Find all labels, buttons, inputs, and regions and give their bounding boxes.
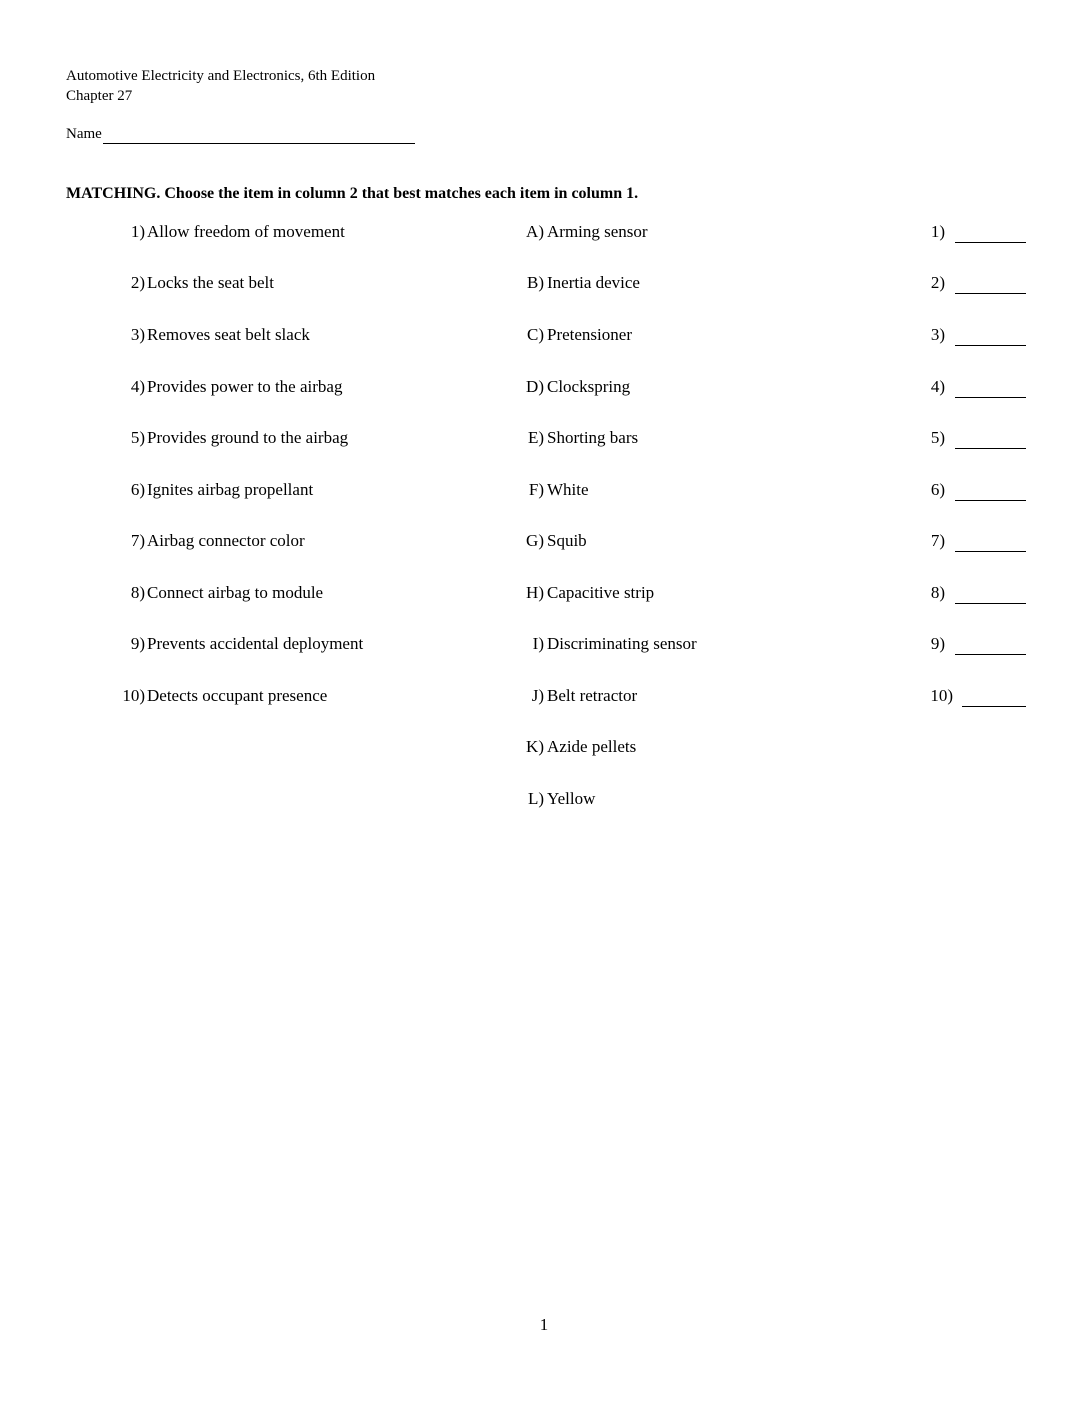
term-text: Detects occupant presence xyxy=(147,686,328,705)
answer-blank[interactable] xyxy=(955,603,1026,604)
page-number: 1 xyxy=(539,1315,549,1334)
answer-blank[interactable] xyxy=(955,242,1026,243)
term-number: 5) xyxy=(130,428,145,447)
term-number: 9) xyxy=(130,634,145,653)
option-letter: B) xyxy=(527,273,544,292)
instructions: MATCHING. Choose the item in column 2 that best matches each item in column 1. xyxy=(66,185,639,202)
answer-number: 4) xyxy=(930,377,945,396)
option-letter: J) xyxy=(531,686,544,705)
matching-row xyxy=(0,273,1088,297)
term-text: Provides ground to the airbag xyxy=(147,428,349,447)
term-text: Locks the seat belt xyxy=(147,273,274,292)
option-letter: H) xyxy=(526,583,544,602)
answer-blank[interactable] xyxy=(955,551,1026,552)
term-number: 10) xyxy=(122,686,145,705)
option-text: Shorting bars xyxy=(547,428,639,447)
name-field-line[interactable] xyxy=(103,125,415,144)
answer-blank[interactable] xyxy=(955,397,1026,398)
term-number: 8) xyxy=(130,583,145,602)
answer-blank[interactable] xyxy=(955,654,1026,655)
answer-number: 2) xyxy=(930,273,945,292)
matching-row xyxy=(0,428,1088,452)
answer-number: 3) xyxy=(930,325,945,344)
option-letter: D) xyxy=(526,377,544,396)
answer-blank[interactable] xyxy=(955,500,1026,501)
option-text: Pretensioner xyxy=(547,325,632,344)
matching-row xyxy=(0,583,1088,607)
matching-row xyxy=(0,686,1088,710)
option-text: Clockspring xyxy=(547,377,631,396)
matching-row xyxy=(0,325,1088,349)
term-number: 6) xyxy=(130,480,145,499)
book-title: Automotive Electricity and Electronics, 6th Edition xyxy=(66,68,376,84)
matching-row xyxy=(0,222,1088,246)
option-text: Inertia device xyxy=(547,273,640,292)
option-letter: F) xyxy=(528,480,544,499)
option-letter: K) xyxy=(526,737,544,756)
option-text: Azide pellets xyxy=(547,737,637,756)
matching-row xyxy=(0,737,1088,761)
option-text: Capacitive strip xyxy=(547,583,655,602)
answer-number: 10) xyxy=(930,686,953,705)
answer-number: 8) xyxy=(930,583,945,602)
matching-row xyxy=(0,789,1088,813)
matching-row xyxy=(0,480,1088,504)
option-letter: L) xyxy=(527,789,544,808)
option-text: Discriminating sensor xyxy=(547,634,697,653)
term-number: 3) xyxy=(130,325,145,344)
matching-row xyxy=(0,377,1088,401)
answer-number: 7) xyxy=(930,531,945,550)
term-number: 7) xyxy=(130,531,145,550)
term-text: Connect airbag to module xyxy=(147,583,324,602)
term-text: Prevents accidental deployment xyxy=(147,634,364,653)
option-letter: C) xyxy=(527,325,544,344)
name-row xyxy=(66,124,415,144)
option-letter: E) xyxy=(527,428,544,447)
option-text: Belt retractor xyxy=(547,686,638,705)
term-number: 1) xyxy=(130,222,145,241)
term-text: Ignites airbag propellant xyxy=(147,480,314,499)
term-text: Airbag connector color xyxy=(147,531,305,550)
answer-blank[interactable] xyxy=(955,345,1026,346)
answer-blank[interactable] xyxy=(955,293,1026,294)
answer-number: 6) xyxy=(930,480,945,499)
answer-number: 5) xyxy=(930,428,945,447)
option-text: Yellow xyxy=(547,789,596,808)
term-text: Provides power to the airbag xyxy=(147,377,343,396)
term-text: Allow freedom of movement xyxy=(147,222,345,241)
term-text: Removes seat belt slack xyxy=(147,325,310,344)
term-number: 2) xyxy=(130,273,145,292)
option-letter: A) xyxy=(526,222,544,241)
answer-blank[interactable] xyxy=(962,706,1026,707)
option-text: White xyxy=(547,480,589,499)
matching-row xyxy=(0,634,1088,658)
answer-blank[interactable] xyxy=(955,448,1026,449)
option-text: Arming sensor xyxy=(547,222,648,241)
chapter-label: Chapter 27 xyxy=(66,88,133,104)
answer-number: 1) xyxy=(930,222,945,241)
matching-row xyxy=(0,531,1088,555)
option-text: Squib xyxy=(547,531,587,550)
option-letter: G) xyxy=(526,531,544,550)
answer-number: 9) xyxy=(930,634,945,653)
term-number: 4) xyxy=(130,377,145,396)
name-label: Name xyxy=(66,126,102,142)
option-letter: I) xyxy=(532,634,544,653)
